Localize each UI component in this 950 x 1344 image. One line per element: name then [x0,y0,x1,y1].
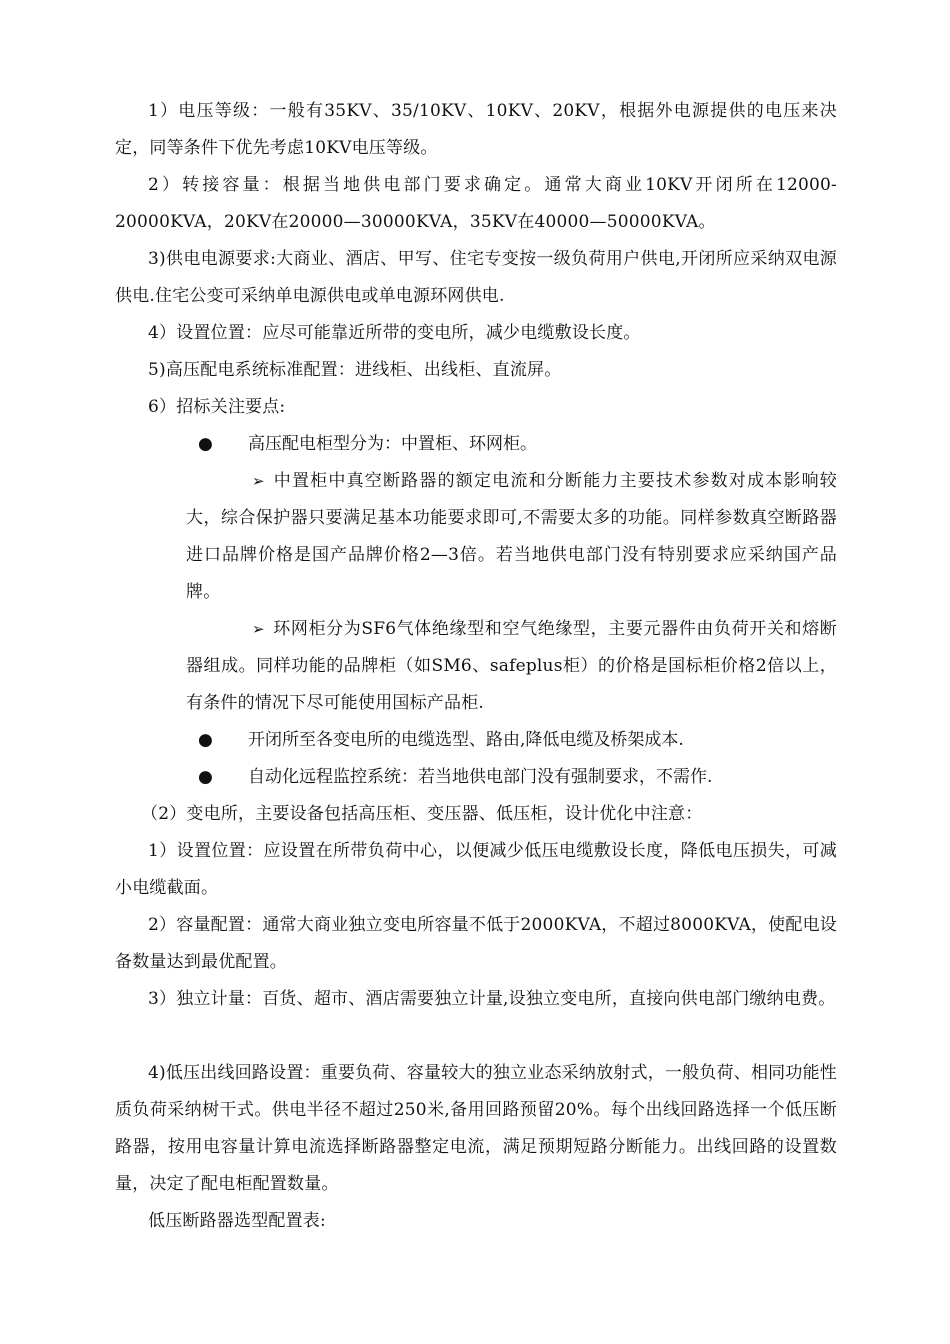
paragraph-voltage-level: 1）电压等级：一般有35KV、35/10KV、10KV、20KV，根据外电源提供的电压来决定，同等条件下优先考虑10KV电压等级。 [115,101,837,158]
section-heading-substation: （2）变电所，主要设备包括高压柜、变压器、低压柜，设计优化中注意： [141,804,703,824]
subpoint-text: 环网柜分为SF6气体绝缘型和空气绝缘型，主要元器件由负荷开关和熔断器组成。同样功能的品牌柜（如SM6、safeplus柜）的价格是国标柜价格2倍以上，有条件的情况下尽可能使用国标产品柜. [186,619,837,713]
subpoint-ring-main-cabinet [186,611,837,722]
paragraph-independent-metering: 3）独立计量：百货、超市、酒店需要独立计量,设独立变电所，直接向供电部门缴纳电费。 [148,989,836,1009]
bullet-icon: ● [198,767,213,787]
paragraph-capacity-configuration: 2）容量配置：通常大商业独立变电所容量不低于2000KVA，不超过8000KVA，使配电设备数量达到最优配置。 [115,915,837,972]
paragraph-substation-location: 1）设置位置：应设置在所带负荷中心，以便减少低压电缆敷设长度，降低电压损失，可减小电缆截面。 [115,841,837,898]
arrow-icon: ➢ [252,620,265,638]
paragraph-bidding-points: 6）招标关注要点: [148,397,286,417]
bullet-text: 开闭所至各变电所的电缆选型、路由,降低电缆及桥架成本. [248,730,684,750]
bullet-icon: ● [198,730,213,750]
subpoint-middle-cabinet [186,463,837,611]
bullet-text: 高压配电柜型分为：中置柜、环网柜。 [248,434,537,454]
bullet-text: 自动化远程监控系统：若当地供电部门没有强制要求，不需作. [248,767,713,787]
paragraph-standard-configuration: 5)高压配电系统标准配置：进线柜、出线柜、直流屏。 [148,360,562,380]
paragraph-setup-location: 4）设置位置：应尽可能靠近所带的变电所，减少电缆敷设长度。 [148,323,641,343]
subpoint-text: 中置柜中真空断路器的额定电流和分断能力主要技术参数对成本影响较大，综合保护器只要满足基本功能要求即可,不需要太多的功能。同样参数真空断路器进口品牌价格是国产品牌价格2—3倍。若当地供电部门没有特别要求应采纳国产品牌。 [186,471,837,602]
arrow-icon: ➢ [252,472,265,490]
paragraph-transfer-capacity: 2）转接容量：根据当地供电部门要求确定。通常大商业10KV开闭所在12000-20000KVA，20KV在20000—30000KVA，35KV在40000—50000KVA。 [115,175,837,232]
paragraph-low-voltage-outlet: 4)低压出线回路设置：重要负荷、容量较大的独立业态采纳放射式，一般负荷、相同功能性质负荷采纳树干式。供电半径不超过250米,备用回路预留20%。每个出线回路选择一个低压断路器，按用电容量计算电流选择断路器整定电流，满足预期短路分断能力。出线回路的设置数量，决定了配电柜配置数量。 [115,1063,837,1194]
paragraph-power-supply-requirements: 3)供电电源要求:大商业、酒店、甲写、住宅专变按一级负荷用户供电,开闭所应采纳双电源供电.住宅公变可采纳单电源供电或单电源环网供电. [115,249,837,306]
bullet-icon: ● [198,434,213,454]
table-caption: 低压断路器选型配置表: [148,1211,326,1231]
